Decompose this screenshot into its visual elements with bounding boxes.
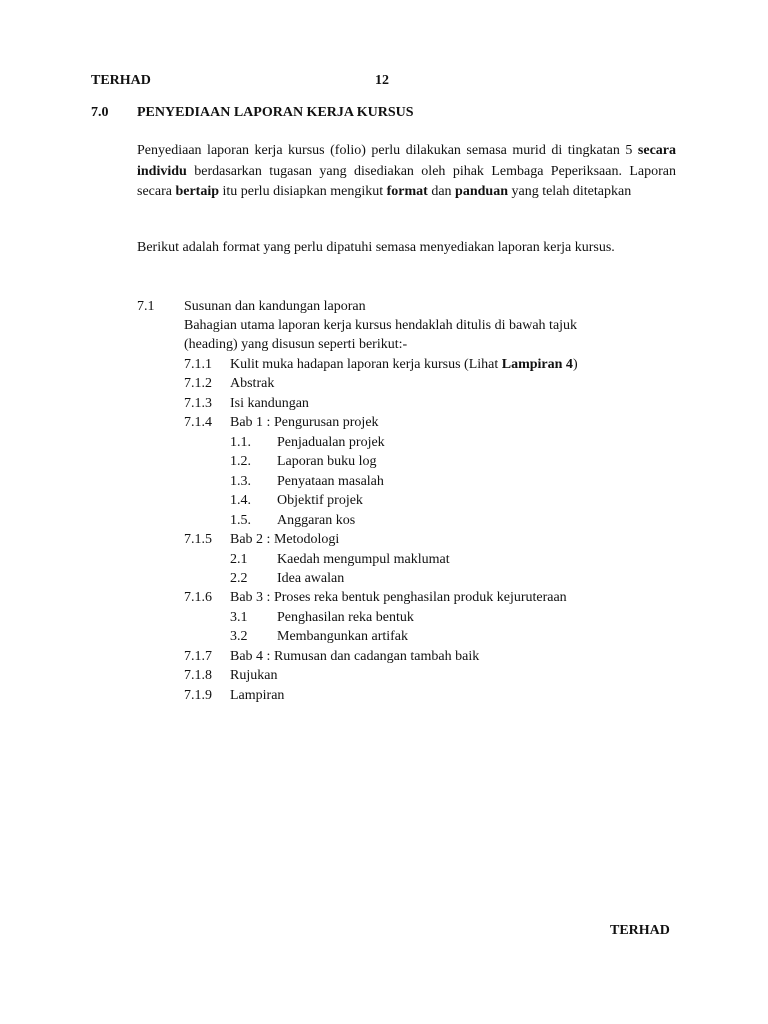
para1-text-2: berdasarkan tugasan yang disediakan oleh pihak Lembaga Peperiksaan. Laporan secara [137, 163, 676, 199]
outline-number: 7.1.8 [184, 668, 212, 683]
outline-number: 1.3. [230, 474, 251, 489]
outline-text [277, 433, 385, 453]
outline-text [277, 511, 355, 531]
outline-text [277, 569, 344, 589]
outline-number: 7.1.2 [184, 376, 212, 391]
para1-bold-4: panduan [455, 184, 508, 199]
outline-number: 1.2. [230, 454, 251, 469]
page-number: 12 [375, 73, 389, 88]
outline-text-main: Anggaran kos [277, 513, 356, 528]
outline-text [230, 394, 309, 414]
outline-text-bold: Lampiran 4 [501, 357, 573, 372]
outline-text [230, 647, 479, 667]
section-title: PENYEDIAAN LAPORAN KERJA KURSUS [137, 105, 414, 120]
outline-number: 3.2 [230, 629, 248, 644]
outline-text-main: Abstrak [230, 376, 275, 391]
outline-number: 3.1 [230, 610, 248, 625]
outline-text-main: Membangunkan artifak [277, 629, 409, 644]
outline-text-main: Bab 4 : Rumusan dan cadangan tambah baik [230, 649, 480, 664]
para1-bold-3: format [386, 184, 428, 199]
outline-text [230, 355, 578, 375]
outline-number: 7.1.1 [184, 357, 212, 372]
para1-text-4: dan [427, 184, 456, 199]
outline-number: 7.1.3 [184, 396, 212, 411]
outline-text [277, 472, 384, 492]
outline-text-main: Kulit muka hadapan laporan kerja kursus (Lihat [230, 357, 502, 372]
para1-bold-2: bertaip [175, 184, 220, 199]
outline-number: 1.5. [230, 513, 251, 528]
subsection-number: 7.1 [137, 299, 155, 314]
outline-number: 7.1.7 [184, 649, 212, 664]
intro-paragraph [137, 141, 676, 203]
outline-text [230, 530, 339, 550]
outline-text-main: Isi kandungan [230, 396, 309, 411]
header-classification: TERHAD [91, 73, 151, 88]
outline-text-main: Penjadualan projek [277, 435, 385, 450]
outline-text-main: Bab 1 : Pengurusan projek [230, 415, 379, 430]
outline-number: 1.4. [230, 493, 251, 508]
subsection-description-line2: (heading) yang disusun seperti berikut:- [184, 337, 408, 352]
outline-text-main: Laporan buku log [277, 454, 377, 469]
outline-text-main: Kaedah mengumpul maklumat [277, 552, 450, 567]
para1-text-3: itu perlu disiapkan mengikut [219, 184, 387, 199]
subsection-description-line1: Bahagian utama laporan kerja kursus hendaklah ditulis di bawah tajuk [184, 318, 578, 333]
outline-number: 2.2 [230, 571, 248, 586]
outline-text-main: Bab 3 : Proses reka bentuk penghasilan produk kejuruteraan [230, 590, 567, 605]
para1-text-5: yang telah ditetapkan [507, 184, 632, 199]
para1-bold-1: secara individu [137, 143, 676, 179]
outline-number: 1.1. [230, 435, 251, 450]
outline-text [230, 588, 567, 608]
outline-number: 7.1.5 [184, 532, 212, 547]
outline-number: 2.1 [230, 552, 248, 567]
outline-text [277, 491, 363, 511]
outline-text [230, 413, 379, 433]
subsection-title: Susunan dan kandungan laporan [184, 299, 366, 314]
format-paragraph: Berikut adalah format yang perlu dipatuhi semasa menyediakan laporan kerja kursus. [137, 240, 615, 255]
outline-number: 7.1.4 [184, 415, 212, 430]
outline-text [277, 627, 408, 647]
outline-text [230, 686, 284, 706]
outline-text [277, 550, 450, 570]
outline-text-tail: ) [572, 357, 578, 372]
outline-text-main: Bab 2 : Metodologi [230, 532, 340, 547]
outline-text-main: Penyataan masalah [277, 474, 384, 489]
outline-text [277, 452, 377, 472]
outline-text [277, 608, 414, 628]
footer-classification: TERHAD [610, 923, 670, 938]
outline-text-main: Lampiran [230, 688, 285, 703]
section-number: 7.0 [91, 105, 109, 120]
outline-text [230, 374, 274, 394]
outline-text-main: Objektif projek [277, 493, 363, 508]
outline-number: 7.1.6 [184, 590, 212, 605]
outline-text [230, 666, 277, 686]
para1-text-1: Penyediaan laporan kerja kursus (folio) perlu dilakukan semasa murid di tingkatan 5 [137, 143, 638, 158]
outline-number: 7.1.9 [184, 688, 212, 703]
outline-text-main: Penghasilan reka bentuk [277, 610, 414, 625]
outline-text-main: Idea awalan [277, 571, 345, 586]
outline-text-main: Rujukan [230, 668, 278, 683]
